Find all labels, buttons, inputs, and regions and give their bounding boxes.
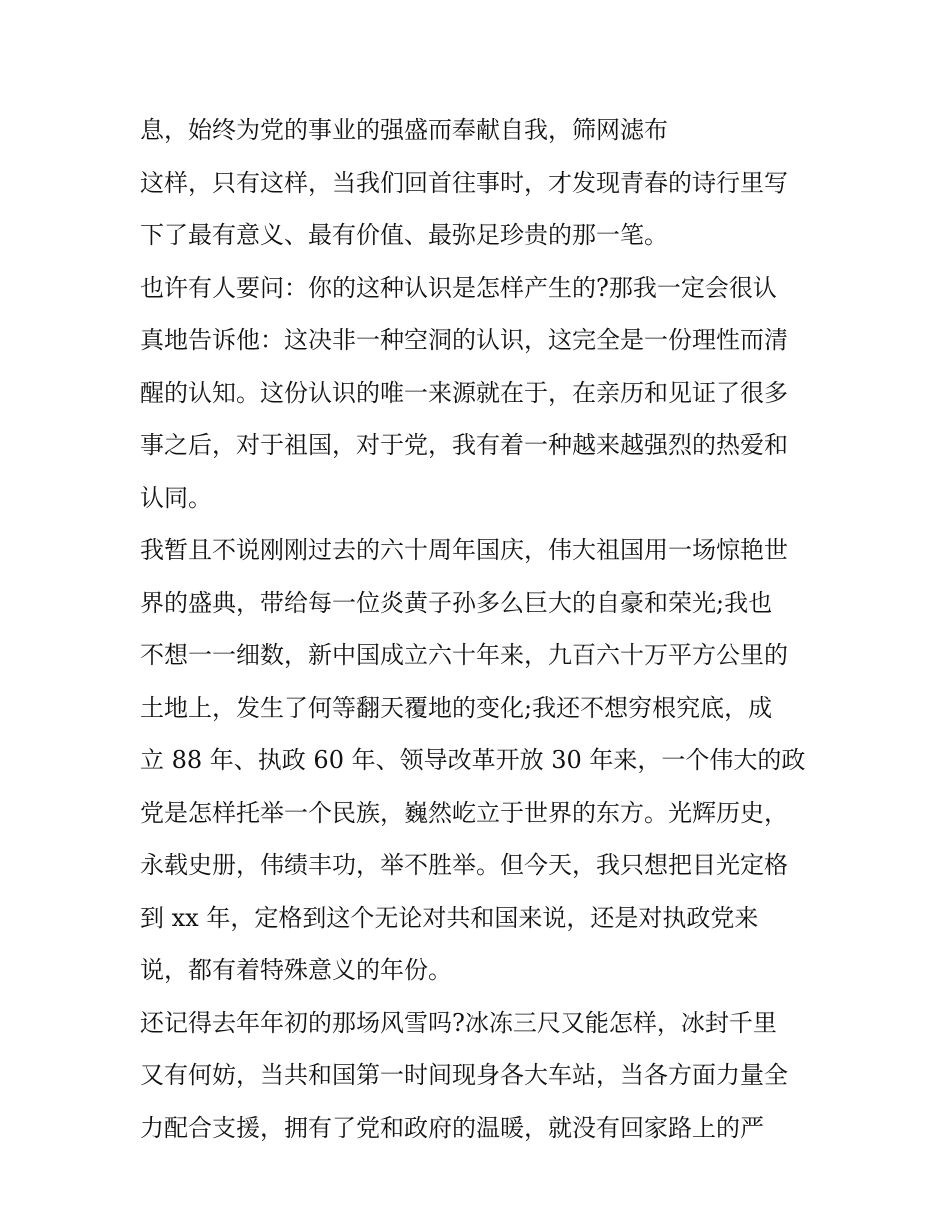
text-line: 又有何妨，当共和国第一时间现身各大车站，当各方面力量全 <box>140 1061 788 1089</box>
text-line: 这样，只有这样，当我们回首往事时，才发现青春的诗行里写 <box>140 168 788 197</box>
text-line: 我暂且不说刚刚过去的六十周年国庆，伟大祖国用一场惊艳世 <box>140 536 788 564</box>
text-line: 还记得去年年初的那场风雪吗?冰冻三尺又能怎样，冰封千里 <box>140 1008 777 1037</box>
text-line: 力配合支援，拥有了党和政府的温暖，就没有回家路上的严 <box>140 1113 764 1142</box>
text-line: 真地告诉他：这决非一种空洞的认识，这完全是一份理性而清 <box>140 326 788 354</box>
text-line: 立 88 年、执政 60 年、领导改革开放 30 年来，一个伟大的政 <box>140 746 806 774</box>
text-line: 认同。 <box>140 483 212 512</box>
text-line: 醒的认知。这份认识的唯一来源就在于，在亲历和见证了很多 <box>140 378 788 407</box>
text-line: 说，都有着特殊意义的年份。 <box>140 956 452 984</box>
text-line: 土地上，发生了何等翻天覆地的变化;我还不想穷根究底，成 <box>140 693 773 722</box>
text-line: 党是怎样托举一个民族，巍然屹立于世界的东方。光辉历史， <box>140 798 788 827</box>
text-line: 永载史册，伟绩丰功，举不胜举。但今天，我只想把目光定格 <box>140 851 788 879</box>
text-line: 也许有人要问：你的这种认识是怎样产生的?那我一定会很认 <box>140 273 777 302</box>
text-line: 界的盛典，带给每一位炎黄子孙多么巨大的自豪和荣光;我也 <box>140 588 773 617</box>
text-line: 不想一一细数，新中国成立六十年来，九百六十万平方公里的 <box>140 641 788 669</box>
body-text <box>140 104 820 1154</box>
text-line: 到 xx 年，定格到这个无论对共和国来说，还是对执政党来 <box>140 903 759 932</box>
text-line: 下了最有意义、最有价值、最弥足珍贵的那一笔。 <box>140 221 668 249</box>
text-line: 事之后，对于祖国，对于党，我有着一种越来越强烈的热爱和 <box>140 431 788 459</box>
text-line: 息，始终为党的事业的强盛而奉献自我，筛网滤布 <box>140 116 668 144</box>
